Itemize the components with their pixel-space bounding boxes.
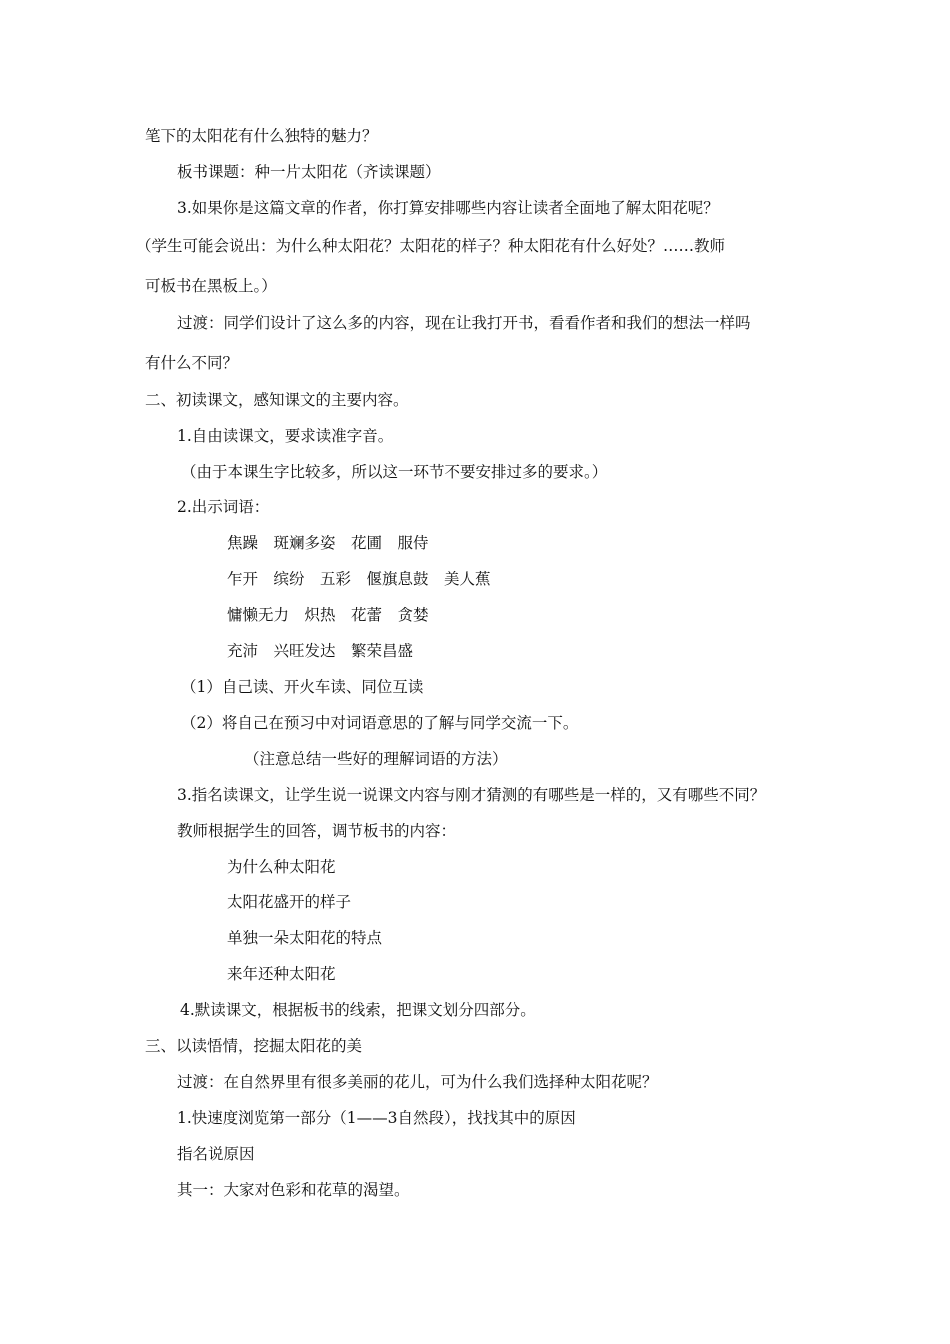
text-line: 4.默读课文，根据板书的线索，把课文划分四部分。	[180, 1001, 536, 1019]
word-list-line: 充沛 兴旺发达 繁荣昌盛	[227, 642, 414, 660]
section-heading: 三、以读悟情，挖掘太阳花的美	[145, 1037, 363, 1055]
board-item: 来年还种太阳花	[227, 965, 336, 983]
section-heading: 二、初读课文，感知课文的主要内容。	[145, 391, 409, 409]
text-line: 指名说原因	[177, 1145, 255, 1163]
text-line: 过渡：同学们设计了这么多的内容，现在让我打开书，看看作者和我们的想法一样吗	[177, 314, 751, 332]
text-line: 笔下的太阳花有什么独特的魅力？	[145, 127, 378, 145]
text-line: 1.快速度浏览第一部分（1——3自然段），找找其中的原因	[177, 1109, 576, 1127]
text-line: 板书课题：种一片太阳花（齐读课题）	[177, 163, 441, 181]
text-line: 其一：大家对色彩和花草的渴望。	[177, 1181, 410, 1199]
word-list-line: 慵懒无力 炽热 花蕾 贪婪	[227, 606, 429, 624]
text-line: 过渡：在自然界里有很多美丽的花儿，可为什么我们选择种太阳花呢？	[177, 1073, 658, 1091]
text-line: （2）将自己在预习中对词语意思的了解与同学交流一下。	[181, 714, 579, 732]
text-line: 有什么不同？	[145, 354, 239, 372]
text-line: 3.如果你是这篇文章的作者，你打算安排哪些内容让读者全面地了解太阳花呢？	[177, 199, 719, 217]
text-line: （由于本课生字比较多，所以这一环节不要安排过多的要求。）	[181, 463, 608, 481]
text-line: 可板书在黑板上。）	[145, 277, 277, 295]
word-list-line: 焦躁 斑斓多姿 花圃 服侍	[227, 534, 429, 552]
board-item: 太阳花盛开的样子	[227, 893, 352, 911]
board-item: 单独一朵太阳花的特点	[227, 929, 383, 947]
text-line: 教师根据学生的回答，调节板书的内容：	[177, 822, 457, 840]
board-item: 为什么种太阳花	[227, 858, 336, 876]
text-line: 3.指名读课文，让学生说一说课文内容与刚才猜测的有哪些是一样的，又有哪些不同？	[177, 786, 766, 804]
text-line: （学生可能会说出：为什么种太阳花？太阳花的样子？种太阳花有什么好处？……教师	[136, 237, 726, 255]
word-list-line: 乍开 缤纷 五彩 偃旗息鼓 美人蕉	[227, 570, 491, 588]
text-line: （1）自己读、开火车读、同位互读	[181, 678, 424, 696]
text-line: 1.自由读课文，要求读准字音。	[177, 427, 394, 445]
text-line: 2.出示词语：	[177, 498, 270, 516]
text-line: （注意总结一些好的理解词语的方法）	[244, 750, 508, 768]
